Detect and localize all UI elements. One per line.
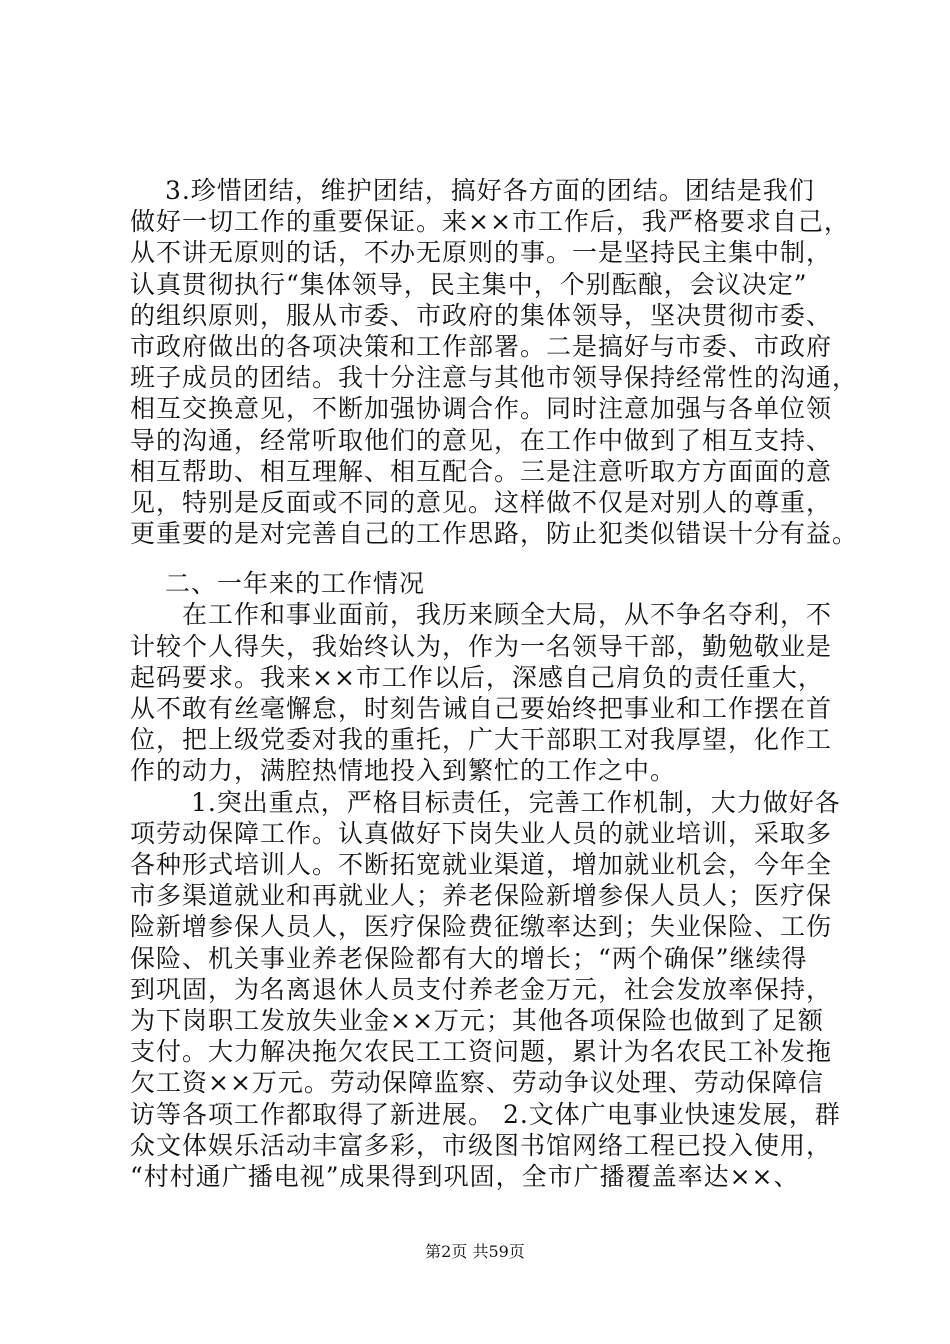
text-line: 众文体娱乐活动丰富多彩，市级图书馆网络工程已投入使用， <box>130 1131 833 1160</box>
page-footer: 第2页 共59页 <box>425 1242 525 1261</box>
text-line: 从不讲无原则的话，不办无原则的事。一是坚持民主集中制， <box>130 238 833 267</box>
text-line: 项劳动保障工作。认真做好下岗失业人员的就业培训，采取多 <box>130 819 833 848</box>
text-line: 相互帮助、相互理解、相互配合。三是注意听取方方面面的意 <box>130 457 833 486</box>
text-line: 从不敢有丝毫懈怠，时刻告诫自己要始终把事业和工作摆在首 <box>130 694 833 723</box>
text-line: 保险、机关事业养老保险都有大的增长；“两个确保”继续得 <box>130 944 808 973</box>
text-line: 更重要的是对完善自己的工作思路，防止犯类似错误十分有益。 <box>130 519 859 548</box>
text-line: 为下岗职工发放失业金××万元；其他各项保险也做到了足额 <box>130 1006 824 1035</box>
text-line: 访等各项工作都取得了新进展。 2.文体广电事业快速发展，群 <box>130 1100 841 1129</box>
text-line: 相互交换意见，不断加强协调合作。同时注意加强与各单位领 <box>130 394 833 423</box>
text-line: 的组织原则，服从市委、市政府的集体领导，坚决贯彻市委、 <box>130 301 833 330</box>
text-line: 1.突出重点，严格目标责任，完善工作机制，大力做好各 <box>130 788 841 817</box>
text-line: 市多渠道就业和再就业人；养老保险新增参保人员人；医疗保 <box>130 881 833 910</box>
text-line: 认真贯彻执行“集体领导，民主集中，个别酝酿，会议决定” <box>130 270 808 299</box>
text-line: 作的动力，满腔热情地投入到繁忙的工作之中。 <box>130 756 677 785</box>
text-line: 做好一切工作的重要保证。来××市工作后，我严格要求自己， <box>130 207 850 236</box>
text-line: 各种形式培训人。不断拓宽就业渠道，增加就业机会，今年全 <box>130 850 833 879</box>
text-line: 在工作和事业面前，我历来顾全大局，从不争名夺利，不 <box>130 600 833 629</box>
text-line: 班子成员的团结。我十分注意与其他市领导保持经常性的沟通， <box>130 363 859 392</box>
text-line: “村村通广播电视”成果得到巩固，全市广播覆盖率达××、 <box>130 1162 800 1191</box>
section-heading: 二、一年来的工作情况 <box>130 569 425 598</box>
text-line: 欠工资××万元。劳动保障监察、劳动争议处理、劳动保障信 <box>130 1068 824 1097</box>
text-line: 计较个人得失，我始终认为，作为一名领导干部，勤勉敬业是 <box>130 632 833 661</box>
text-line: 市政府做出的各项决策和工作部署。二是搞好与市委、市政府 <box>130 332 833 361</box>
text-line: 3.珍惜团结，维护团结，搞好各方面的团结。团结是我们 <box>130 176 815 205</box>
text-line: 见，特别是反面或不同的意见。这样做不仅是对别人的尊重， <box>130 488 833 517</box>
text-line: 险新增参保人员人，医疗保险费征缴率达到；失业保险、工伤 <box>130 912 833 941</box>
text-line: 支付。大力解决拖欠农民工工资问题，累计为名农民工补发拖 <box>130 1037 833 1066</box>
text-line: 起码要求。我来××市工作以后，深感自己肩负的责任重大， <box>130 663 824 692</box>
text-line: 位，把上级党委对我的重托，广大干部职工对我厚望，化作工 <box>130 725 833 754</box>
text-line: 到巩固，为名离退休人员支付养老金万元，社会发放率保持， <box>130 975 833 1004</box>
text-line: 导的沟通，经常听取他们的意见，在工作中做到了相互支持、 <box>130 426 833 455</box>
